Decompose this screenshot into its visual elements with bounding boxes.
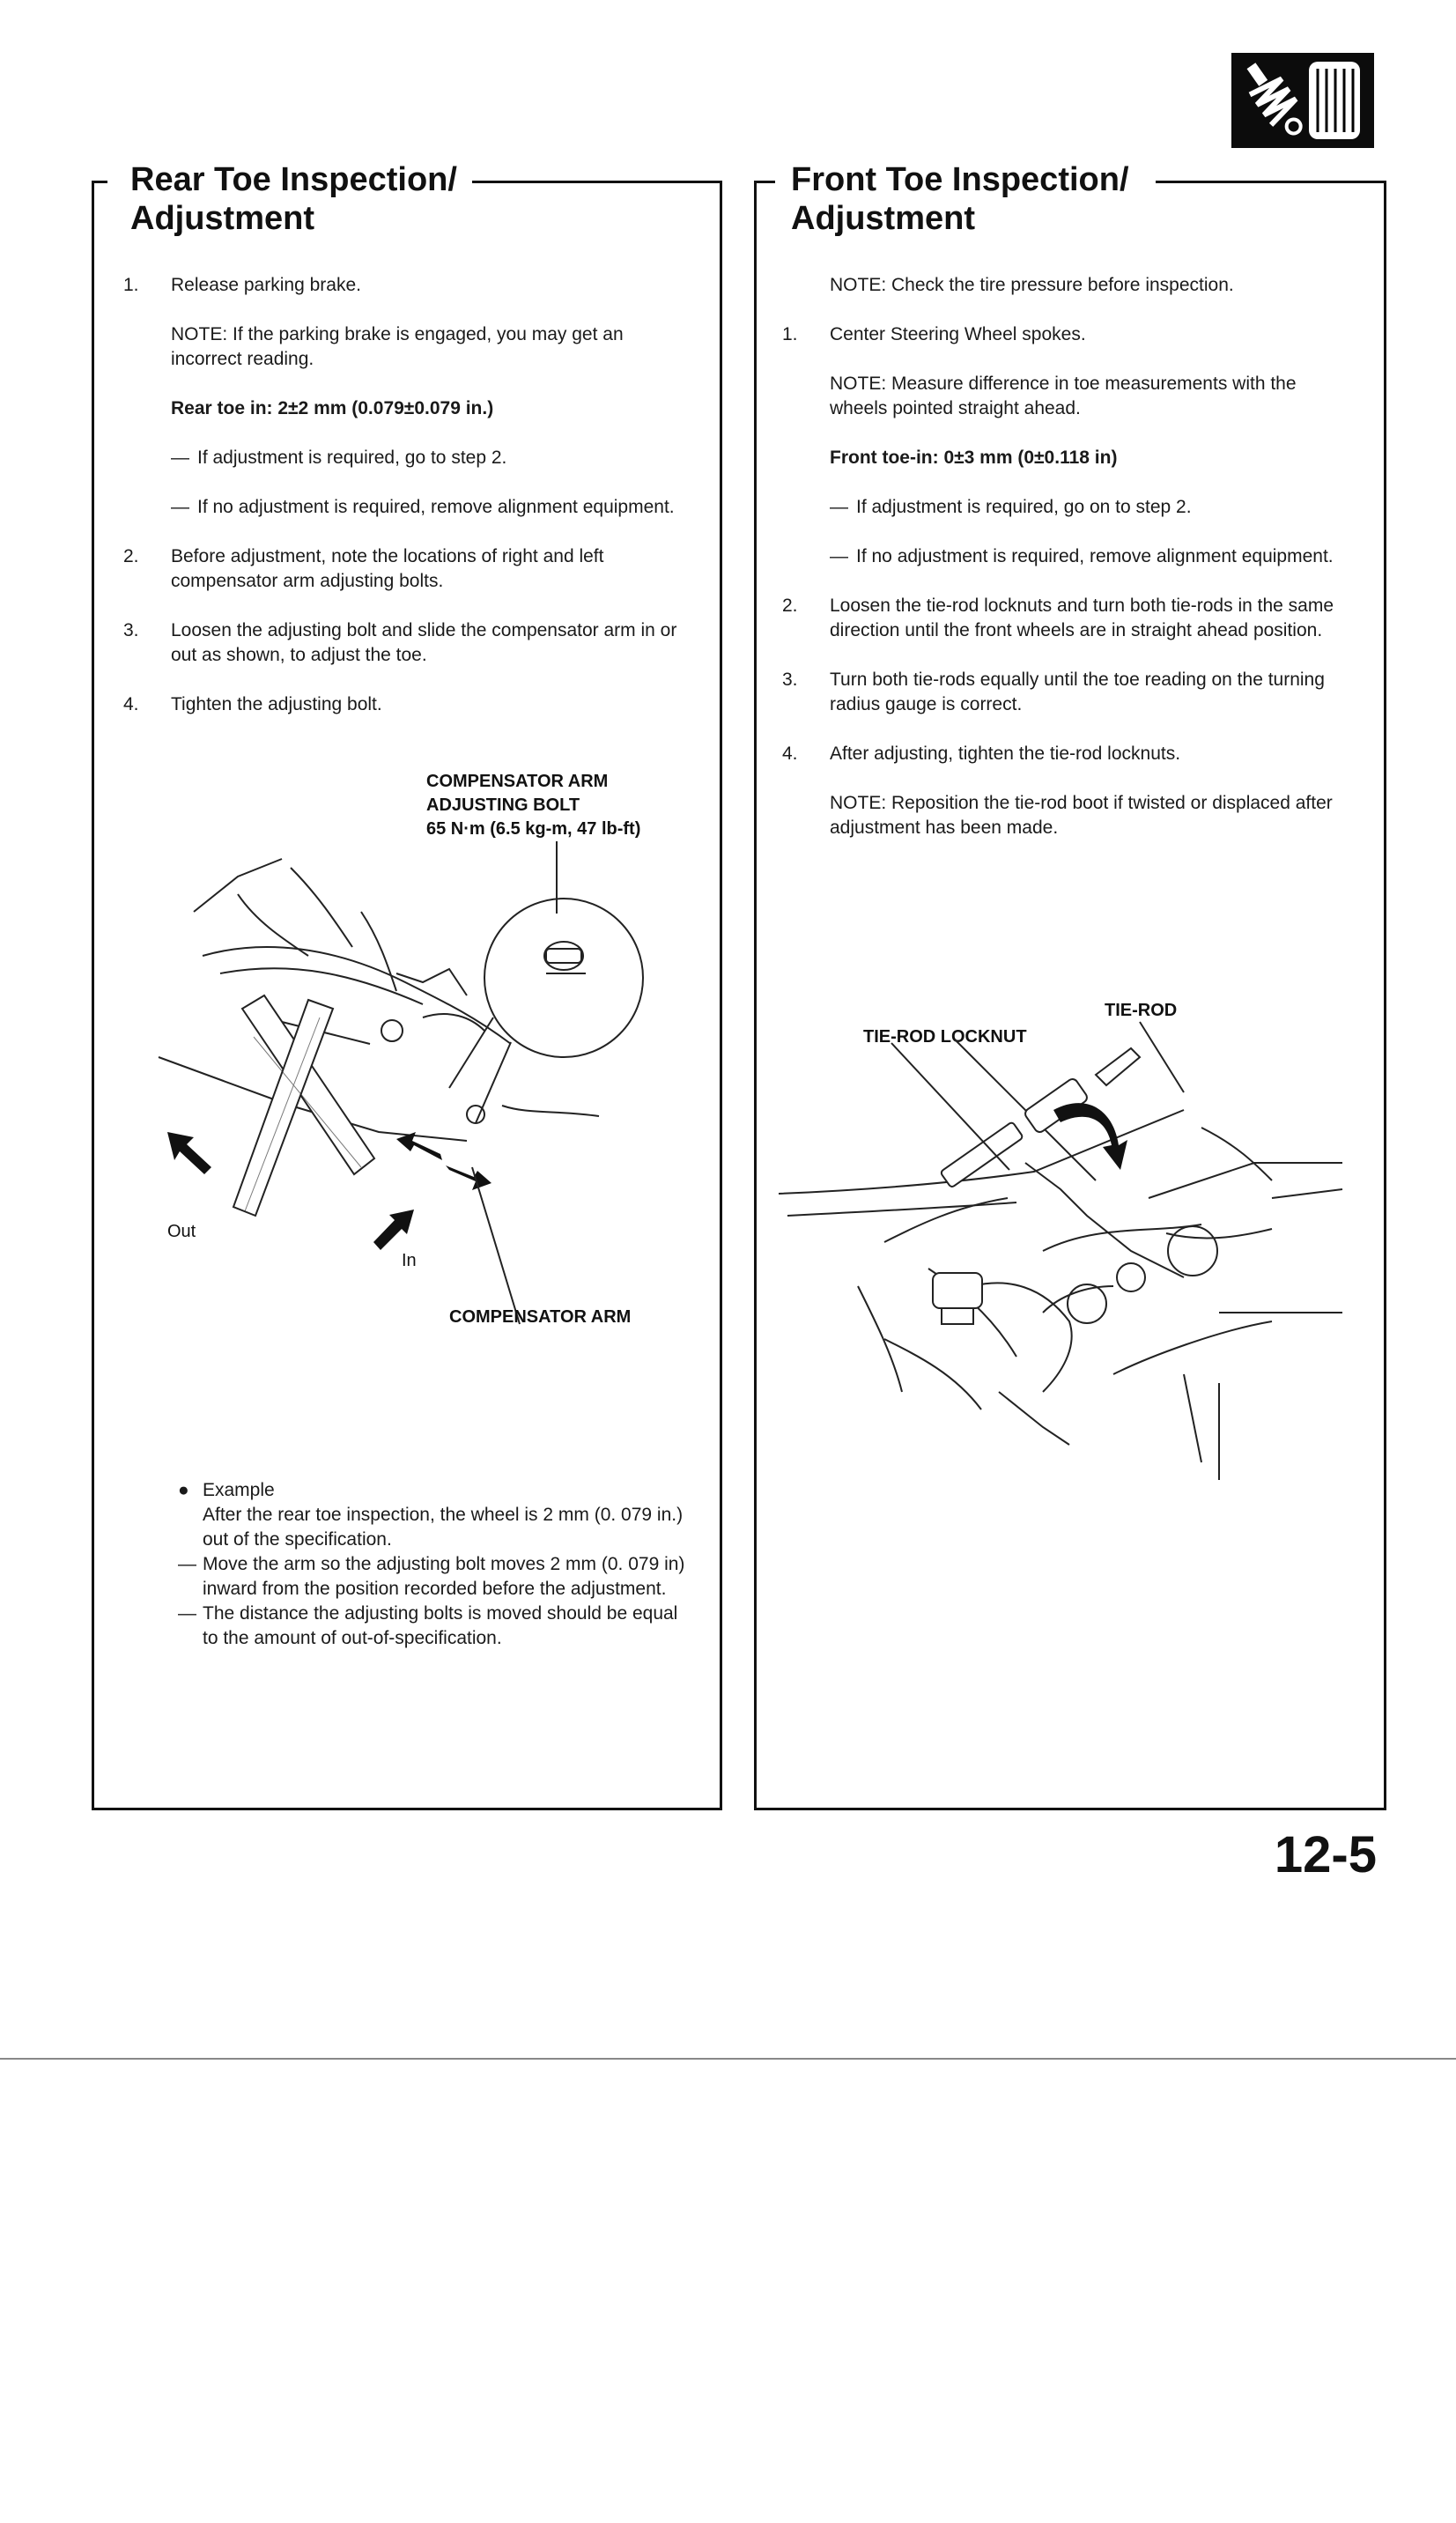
- rear-toe-spec: Rear toe in: 2±2 mm (0.079±0.079 in.): [171, 398, 494, 418]
- compensator-arm-illustration: [159, 841, 687, 1247]
- rear-toe-instructions: [123, 273, 696, 717]
- section-icon: [1231, 53, 1374, 148]
- front-toe-instructions: [782, 273, 1356, 840]
- example-heading: ● Example: [178, 1480, 275, 1500]
- parking-brake-note: NOTE: If the parking brake is engaged, you may get an incorrect reading.: [171, 324, 624, 369]
- rear-toe-title: Rear Toe Inspection/ Adjustment: [123, 160, 466, 238]
- front-toe-spec: Front toe-in: 0±3 mm (0±0.118 in): [830, 448, 1118, 468]
- suspension-shock-and-tire-icon: [1231, 53, 1374, 148]
- example-dash-item: — The distance the adjusting bolts is moved should be equal to the amount of out-of-specification.: [178, 1603, 678, 1648]
- tie-rod-illustration: [779, 1022, 1342, 1480]
- out-label: Out: [167, 1222, 196, 1241]
- step-3: 3. Turn both tie-rods equally until the toe reading on the turning radius gauge is correct.: [782, 670, 1325, 714]
- compensator-arm-callout: COMPENSATOR ARM: [449, 1307, 632, 1327]
- example-block: [178, 1478, 698, 1651]
- in-label: In: [402, 1251, 417, 1270]
- step-3: 3. Loosen the adjusting bolt and slide the compensator arm in or out as shown, to adjust the toe.: [123, 620, 677, 665]
- example-dash-item: — Move the arm so the adjusting bolt moves 2 mm (0. 079 in) inward from the position recorded before the adjustment.: [178, 1554, 685, 1599]
- measure-note: NOTE: Measure difference in toe measurements with the wheels pointed straight ahead.: [830, 374, 1297, 418]
- compensator-bolt-callout: COMPENSATOR ARM ADJUSTING BOLT 65 N·m (6.5 kg-m, 47 lb-ft): [426, 772, 641, 839]
- tie-rod-locknut-callout: TIE-ROD LOCKNUT: [863, 1027, 1027, 1047]
- tire-pressure-note: NOTE: Check the tire pressure before inspection.: [830, 275, 1234, 295]
- step-1: 1. Release parking brake.: [123, 275, 361, 295]
- dash-item: — If adjustment is required, go on to step 2.: [830, 497, 1192, 517]
- step-4: 4. Tighten the adjusting bolt.: [123, 694, 382, 714]
- dash-item: — If no adjustment is required, remove alignment equipment.: [171, 497, 675, 517]
- step-2: 2. Loosen the tie-rod locknuts and turn both tie-rods in the same direction until the front wheels are in straight ahead position.: [782, 596, 1334, 640]
- step-4: 4. After adjusting, tighten the tie-rod locknuts.: [782, 744, 1181, 764]
- example-text: After the rear toe inspection, the wheel is 2 mm (0. 079 in.) out of the specification.: [203, 1505, 684, 1550]
- page-number: 12-5: [1274, 1826, 1377, 1883]
- boot-note: NOTE: Reposition the tie-rod boot if twisted or displaced after adjustment has been made.: [830, 793, 1333, 838]
- step-2: 2. Before adjustment, note the locations of right and left compensator arm adjusting bolts.: [123, 546, 604, 591]
- tie-rod-callout: TIE-ROD: [1105, 1001, 1178, 1020]
- dash-item: — If no adjustment is required, remove alignment equipment.: [830, 546, 1334, 566]
- step-1: 1. Center Steering Wheel spokes.: [782, 324, 1086, 344]
- footer-divider: [0, 2058, 1456, 2060]
- dash-item: — If adjustment is required, go to step 2.: [171, 448, 507, 468]
- front-toe-title: Front Toe Inspection/ Adjustment: [784, 160, 1138, 238]
